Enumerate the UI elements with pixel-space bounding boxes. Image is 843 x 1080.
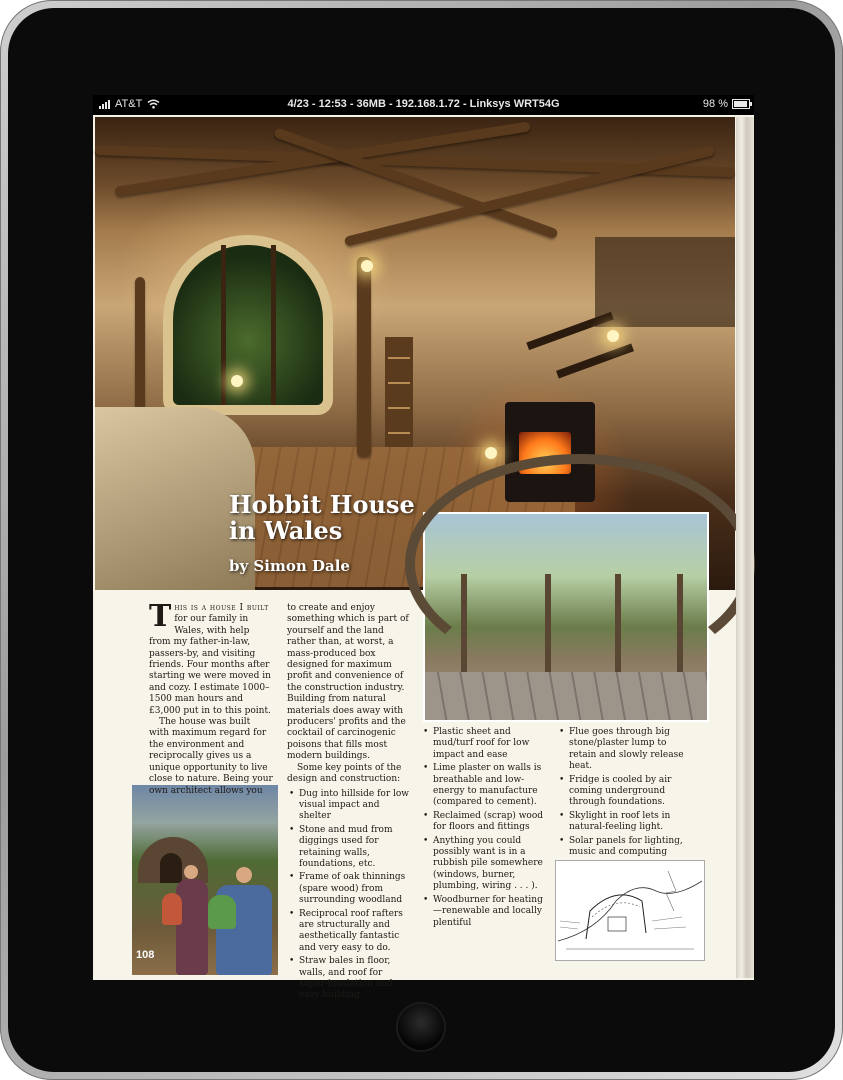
house-diagram-drawing <box>556 861 704 960</box>
carrier-label: AT&T <box>115 98 143 110</box>
status-bar <box>93 95 754 115</box>
page-curl-edge[interactable] <box>736 117 754 978</box>
family-photo <box>132 785 278 975</box>
text-column-1 <box>149 599 273 797</box>
paragraph-3: to create and enjoy something which is part of yourself and the land rather than, at worst, a mass-produced box designed for maximum profit and convenience of the construction industry. Building from natural materials does away with producers' profits and the cocktail of carcinogenic poisons that fills most modern buildings. <box>287 603 409 762</box>
text-column-2 <box>287 603 411 1004</box>
text-column-3 <box>421 727 551 931</box>
arched-window <box>173 245 323 405</box>
list-item: • Flue goes through big stone/plaster lump to retain and slowly release heat. <box>569 727 695 773</box>
list-item: • Anything you could possibly want is in a rubbish pile somewhere (windows, burner, plumbing, wiring . . . ). <box>433 836 551 893</box>
magazine-page[interactable] <box>95 117 735 1001</box>
cross-section-sketch <box>555 860 705 961</box>
list-item: • Lime plaster on walls is breathable and low-energy to manufacture (compared to cement). <box>433 763 551 809</box>
status-info: 4/23 - 12:53 - 36MB - 192.168.1.72 - Linksys WRT54G <box>287 98 560 110</box>
list-item: • Stone and mud from diggings used for retaining walls, foundations, etc. <box>299 825 411 871</box>
lead-in: his is a house I built <box>174 603 269 613</box>
list-item: • Woodburner for heating—renewable and locally plentiful <box>433 895 551 929</box>
paragraph-4: Some key points of the design and construction: <box>287 762 402 785</box>
list-item: • Solar panels for lighting, music and computing <box>569 836 695 859</box>
list-item: • Frame of oak thinnings (spare wood) from surrounding woodland <box>299 872 411 906</box>
paragraph-1: for our family in Wales, with help from my father-in-law, passers-by, and visiting friends. Four months after starting we were moved in and cozy. I estimate 1000–1500 man hours and £3,000 put in to this point. <box>149 614 271 716</box>
battery-icon <box>732 99 750 109</box>
screen <box>93 95 754 1001</box>
bookshelf <box>385 337 413 447</box>
roof-frame-photo <box>423 512 709 722</box>
battery-percent: 98 % <box>702 98 728 110</box>
list-item: • Fridge is cooled by air coming underground through foundations. <box>569 775 695 809</box>
page-number: 108 <box>136 949 155 961</box>
paragraph-2: The house was built with maximum regard for the environment and reciprocally gives us a unique opportunity to live close to nature. Being your own architect allows you <box>149 717 273 796</box>
list-item: • Dug into hillside for low visual impact and shelter <box>299 789 411 823</box>
home-button[interactable] <box>398 1004 444 1050</box>
article-title: Hobbit House in Wales <box>229 490 415 545</box>
list-item: • Skylight in roof lets in natural-feeling light. <box>569 811 695 834</box>
list-item: • Reclaimed (scrap) wood for floors and fittings <box>433 811 551 834</box>
list-item: • Reciprocal roof rafters are structurally and aesthetically fantastic and very easy to do. <box>299 909 411 955</box>
article-byline: by Simon Dale <box>229 557 350 575</box>
text-column-4 <box>557 727 695 860</box>
list-item: • Straw bales in floor, walls, and roof for super-insulation and easy building <box>299 956 411 1002</box>
drop-cap: T <box>149 599 172 634</box>
list-item: • Plastic sheet and mud/turf roof for low impact and ease <box>433 727 551 761</box>
